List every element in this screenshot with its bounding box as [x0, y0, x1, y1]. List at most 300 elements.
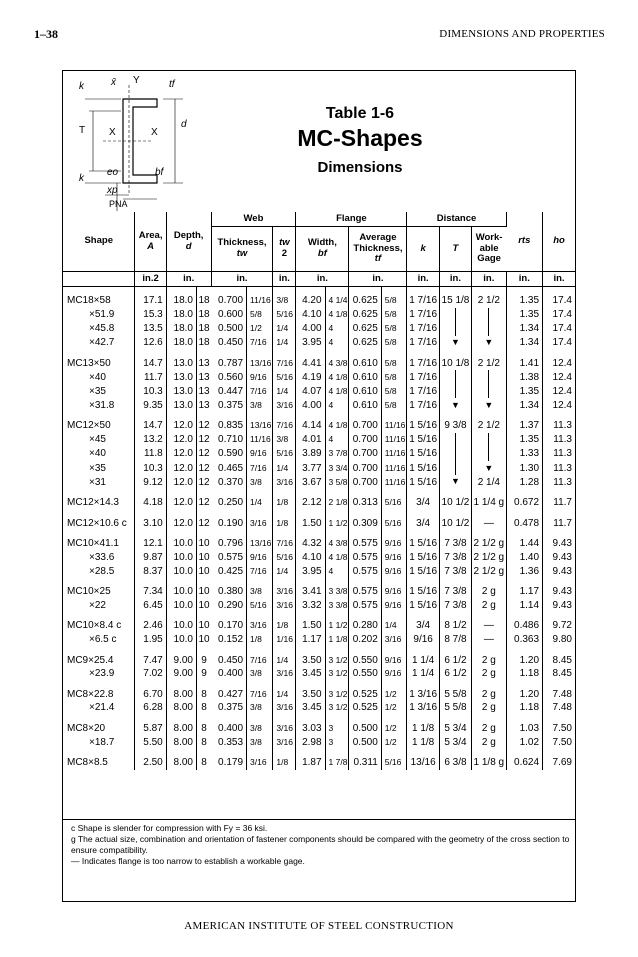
cell-tw: 0.190 — [211, 510, 246, 531]
cell-shape: MC12×10.6 c — [63, 510, 135, 531]
cell-shape: ×33.6 — [63, 551, 135, 565]
cell-g: 2 1/2 g — [472, 530, 506, 551]
cell-tf: 0.610 — [349, 399, 381, 413]
cell-df: 13 — [198, 399, 210, 411]
cell-rts: 0.486 — [506, 612, 543, 633]
cell-bf: 2.12 — [296, 489, 325, 510]
cell-df: 10 — [198, 551, 210, 563]
cell-d: 10.0 — [166, 530, 196, 551]
cell-tf: 0.700 — [349, 461, 381, 475]
cell-df: 12 — [198, 517, 210, 529]
cell-ho: 7.50 — [552, 736, 572, 748]
cell-tw: 0.500 — [211, 322, 246, 336]
cell-bff: 4 — [325, 433, 349, 447]
cell-T: 15 1/8 — [439, 287, 471, 308]
cell-k: 3/4 — [407, 489, 439, 510]
cell-A: 8.37 — [135, 565, 166, 579]
table-frame — [62, 70, 576, 902]
col-flange-width: Width, bf — [296, 227, 349, 272]
cell-d: 8.00 — [166, 681, 196, 702]
cell-A: 14.7 — [135, 350, 166, 371]
cell-twf: 1/4 — [247, 489, 273, 510]
cell-bf: 3.45 — [296, 667, 325, 681]
cell-tw2: 1/16 — [273, 633, 296, 647]
group-flange: Flange — [296, 212, 407, 227]
cell-tff: 1/2 — [381, 715, 407, 736]
cell-twf: 3/16 — [247, 510, 273, 531]
cell-shape: MC18×58 — [63, 287, 135, 308]
cell-k: 1 5/16 — [407, 461, 439, 475]
cell-tf: 0.625 — [349, 322, 381, 336]
cell-tw: 0.400 — [211, 715, 246, 736]
continuation-arrow — [472, 370, 506, 384]
cell-shape: MC10×25 — [63, 578, 135, 599]
label-eo: eo — [107, 167, 119, 178]
cell-tw: 0.450 — [211, 647, 246, 668]
cell-df: 12 — [198, 420, 210, 432]
cell-bf: 3.67 — [296, 476, 325, 490]
cell-d: 8.00 — [166, 736, 196, 750]
continuation-arrow: ▼ — [439, 476, 471, 490]
cell-k: 1 7/16 — [407, 287, 439, 308]
group-web: Web — [211, 212, 296, 227]
cell-twf: 13/16 — [247, 412, 273, 433]
cell-tf: 0.700 — [349, 433, 381, 447]
cell-tff: 1/4 — [381, 612, 407, 633]
cell-A: 12.6 — [135, 336, 166, 350]
cell-shape: ×23.9 — [63, 667, 135, 681]
cell-k: 1 7/16 — [407, 308, 439, 322]
cell-bf: 3.45 — [296, 701, 325, 715]
cell-shape: ×40 — [63, 447, 135, 461]
cell-tw2: 1/4 — [273, 647, 296, 668]
cell-twf: 1/2 — [247, 322, 273, 336]
cell-tf: 0.500 — [349, 715, 381, 736]
cell-bf: 4.20 — [296, 287, 325, 308]
col-shape: Shape — [63, 212, 135, 272]
table-number: Table 1-6 — [325, 105, 395, 122]
cell-tw2: 3/16 — [273, 578, 296, 599]
cell-rts: 1.34 — [506, 399, 543, 413]
cell-df: 8 — [201, 736, 207, 748]
cell-k: 1 7/16 — [407, 399, 439, 413]
cell-bf: 4.00 — [296, 322, 325, 336]
table-row — [63, 633, 575, 647]
cell-tf: 0.525 — [349, 681, 381, 702]
cell-bff: 3 7/8 — [325, 447, 349, 461]
cell-A: 9.35 — [135, 399, 166, 413]
cell-tff: 11/16 — [381, 412, 407, 433]
cell-T: 5 3/4 — [439, 715, 471, 736]
cell-shape: MC12×14.3 — [63, 489, 135, 510]
cell-A: 10.3 — [135, 384, 166, 398]
table-row — [63, 565, 575, 579]
continuation-arrow — [472, 447, 506, 461]
cell-g: 2 g — [472, 715, 506, 736]
cell-twf: 9/16 — [247, 447, 273, 461]
cell-bff: 4 — [325, 322, 349, 336]
cell-T: 5 5/8 — [439, 681, 471, 702]
cell-df: 10 — [198, 599, 210, 611]
cell-A: 6.28 — [135, 701, 166, 715]
cell-bf: 4.19 — [296, 370, 325, 384]
cell-ho: 12.4 — [552, 385, 572, 397]
cell-rts: 1.20 — [506, 647, 543, 668]
cell-A: 6.45 — [135, 599, 166, 613]
group-distance: Distance — [407, 212, 506, 227]
cell-rts: 1.35 — [506, 433, 543, 447]
cell-g: 2 g — [472, 736, 506, 750]
continuation-arrow — [439, 384, 471, 398]
cell-tff: 1/2 — [381, 736, 407, 750]
cell-df: 18 — [198, 337, 210, 349]
unit-cell: in. — [166, 272, 211, 287]
table-row — [63, 447, 575, 461]
cell-tw2: 3/16 — [273, 736, 296, 750]
cell-tf: 0.700 — [349, 412, 381, 433]
table-row — [63, 399, 575, 413]
cell-df: 13 — [198, 357, 210, 369]
cell-tf: 0.575 — [349, 530, 381, 551]
note-dash: — Indicates flange is too narrow to establish a workable gage. — [71, 856, 305, 866]
cell-shape: MC9×25.4 — [63, 647, 135, 668]
cell-bf: 3.32 — [296, 599, 325, 613]
cell-shape: ×45.8 — [63, 322, 135, 336]
cell-k: 13/16 — [407, 749, 439, 770]
cell-twf: 5/8 — [247, 308, 273, 322]
cell-bf: 1.17 — [296, 633, 325, 647]
cell-twf: 3/8 — [247, 715, 273, 736]
cell-g: 2 g — [472, 667, 506, 681]
cell-k: 1 5/16 — [407, 565, 439, 579]
cell-A: 13.5 — [135, 322, 166, 336]
cell-tw2: 1/4 — [273, 322, 296, 336]
col-area: Area, A — [135, 212, 166, 272]
table-row — [63, 287, 575, 308]
cell-shape: ×40 — [63, 370, 135, 384]
cell-bff: 3 3/8 — [325, 578, 349, 599]
notes-divider — [63, 819, 575, 820]
cell-tf: 0.311 — [349, 749, 381, 770]
continuation-arrow — [439, 322, 471, 336]
table-row — [63, 510, 575, 531]
continuation-arrow — [472, 308, 506, 322]
continuation-arrow: ▼ — [439, 399, 471, 413]
table-row — [63, 461, 575, 475]
table-row — [63, 350, 575, 371]
cell-tf: 0.500 — [349, 736, 381, 750]
cell-shape: ×35 — [63, 384, 135, 398]
cell-d: 8.00 — [166, 715, 196, 736]
page-footer: AMERICAN INSTITUTE OF STEEL CONSTRUCTION — [184, 920, 454, 932]
cell-bf: 4.32 — [296, 530, 325, 551]
cell-g: 2 1/2 — [472, 287, 506, 308]
cell-twf: 3/8 — [247, 667, 273, 681]
cell-d: 10.0 — [166, 612, 196, 633]
table-row — [63, 681, 575, 702]
cell-bff: 1 1/8 — [325, 633, 349, 647]
table-row — [63, 647, 575, 668]
cell-d: 18.0 — [166, 336, 196, 350]
cell-T: 7 3/8 — [439, 551, 471, 565]
cell-rts: 0.478 — [506, 510, 543, 531]
cell-rts: 1.20 — [506, 681, 543, 702]
cell-tf: 0.313 — [349, 489, 381, 510]
cell-tw: 0.290 — [211, 599, 246, 613]
continuation-arrow — [439, 370, 471, 384]
cell-ho: 12.4 — [552, 357, 572, 369]
table-row — [63, 384, 575, 398]
unit-cell: in. — [439, 272, 471, 287]
cell-g: 2 g — [472, 599, 506, 613]
cell-k: 1 7/16 — [407, 322, 439, 336]
cell-tf: 0.625 — [349, 287, 381, 308]
cell-bf: 3.50 — [296, 647, 325, 668]
cell-d: 12.0 — [166, 433, 196, 447]
cell-bff: 1 1/2 — [325, 612, 349, 633]
cell-ho: 9.80 — [552, 633, 572, 645]
cell-g: — — [472, 510, 506, 531]
cell-twf: 9/16 — [247, 551, 273, 565]
cell-k: 1 1/8 — [407, 736, 439, 750]
cell-d: 8.00 — [166, 749, 196, 770]
cell-tf: 0.700 — [349, 447, 381, 461]
cell-A: 1.95 — [135, 633, 166, 647]
table-body — [63, 287, 575, 770]
cell-tw2: 3/16 — [273, 701, 296, 715]
cell-twf: 3/8 — [247, 578, 273, 599]
cell-A: 7.34 — [135, 578, 166, 599]
col-depth: Depth, d — [166, 212, 211, 272]
cell-rts: 1.34 — [506, 322, 543, 336]
cell-shape: ×28.5 — [63, 565, 135, 579]
cell-tff: 11/16 — [381, 433, 407, 447]
cell-d: 12.0 — [166, 489, 196, 510]
cell-tff: 9/16 — [381, 599, 407, 613]
cell-T: 10 1/2 — [439, 489, 471, 510]
cell-df: 8 — [201, 702, 207, 714]
unit-cell: in. — [349, 272, 407, 287]
cell-shape: MC8×22.8 — [63, 681, 135, 702]
cell-shape: MC8×20 — [63, 715, 135, 736]
cell-rts: 1.44 — [506, 530, 543, 551]
cell-bff: 3 — [325, 715, 349, 736]
cell-df: 12 — [198, 462, 210, 474]
cell-tff: 1/2 — [381, 681, 407, 702]
cell-tw2: 3/16 — [273, 667, 296, 681]
cell-tf: 0.575 — [349, 599, 381, 613]
cell-bff: 1 7/8 — [325, 749, 349, 770]
cell-tw: 0.427 — [211, 681, 246, 702]
cell-k: 1 3/16 — [407, 701, 439, 715]
cell-k: 1 5/16 — [407, 433, 439, 447]
cell-T: 7 3/8 — [439, 565, 471, 579]
cell-tw2: 1/4 — [273, 681, 296, 702]
cell-bff: 4 3/8 — [325, 530, 349, 551]
cell-twf: 5/16 — [247, 599, 273, 613]
cell-twf: 3/16 — [247, 749, 273, 770]
cell-ho: 12.4 — [552, 399, 572, 411]
cell-tf: 0.525 — [349, 701, 381, 715]
cell-A: 12.1 — [135, 530, 166, 551]
label-pna: PNA — [109, 199, 128, 209]
cell-twf: 7/16 — [247, 384, 273, 398]
cell-tw: 0.380 — [211, 578, 246, 599]
cell-d: 10.0 — [166, 633, 196, 647]
continuation-arrow — [439, 447, 471, 461]
cell-shape: ×51.9 — [63, 308, 135, 322]
cell-bff: 4 1/8 — [325, 412, 349, 433]
cell-T: 10 1/2 — [439, 510, 471, 531]
cell-ho: 7.50 — [552, 722, 572, 734]
cell-bff: 3 1/2 — [325, 681, 349, 702]
cell-tw2: 5/16 — [273, 308, 296, 322]
cell-rts: 1.35 — [506, 308, 543, 322]
cell-twf: 9/16 — [247, 370, 273, 384]
cell-tw: 0.170 — [211, 612, 246, 633]
cell-ho: 17.4 — [552, 337, 572, 349]
unit-cell: in. — [273, 272, 296, 287]
cell-A: 2.46 — [135, 612, 166, 633]
cell-tw: 0.700 — [211, 287, 246, 308]
table-row — [63, 736, 575, 750]
cell-bff: 3 5/8 — [325, 476, 349, 490]
cell-tf: 0.610 — [349, 384, 381, 398]
cell-rts: 1.38 — [506, 370, 543, 384]
cell-A: 2.50 — [135, 749, 166, 770]
cell-tw2: 5/16 — [273, 370, 296, 384]
cell-k: 3/4 — [407, 510, 439, 531]
cell-A: 6.70 — [135, 681, 166, 702]
cell-tw2: 1/4 — [273, 384, 296, 398]
cell-twf: 3/8 — [247, 736, 273, 750]
continuation-arrow — [439, 308, 471, 322]
cell-tf: 0.575 — [349, 551, 381, 565]
table-row — [63, 551, 575, 565]
cell-tff: 9/16 — [381, 667, 407, 681]
cell-rts: 1.33 — [506, 447, 543, 461]
cell-bff: 4 1/8 — [325, 551, 349, 565]
cell-shape: MC10×8.4 c — [63, 612, 135, 633]
cell-bff: 3 1/2 — [325, 647, 349, 668]
cell-T: 6 1/2 — [439, 667, 471, 681]
cell-d: 12.0 — [166, 447, 196, 461]
note-slender: c Shape is slender for compression with Fy = 36 ksi. — [71, 823, 268, 833]
unit-cell: in. — [407, 272, 439, 287]
cell-tf: 0.550 — [349, 667, 381, 681]
cell-T: 5 3/4 — [439, 736, 471, 750]
cell-twf: 7/16 — [247, 336, 273, 350]
cell-df: 12 — [198, 476, 210, 488]
table-row — [63, 476, 575, 490]
cell-twf: 3/8 — [247, 399, 273, 413]
cell-d: 12.0 — [166, 476, 196, 490]
cell-twf: 3/8 — [247, 476, 273, 490]
cell-tff: 5/8 — [381, 308, 407, 322]
label-xbar: x̄ — [111, 77, 116, 88]
cell-T: 7 3/8 — [439, 599, 471, 613]
cell-tw: 0.375 — [211, 399, 246, 413]
cell-tff: 5/16 — [381, 489, 407, 510]
cell-df: 13 — [198, 385, 210, 397]
cell-bff: 4 — [325, 336, 349, 350]
cell-bff: 3 3/4 — [325, 461, 349, 475]
cell-tf: 0.610 — [349, 370, 381, 384]
cell-tw: 0.375 — [211, 701, 246, 715]
cell-df: 9 — [201, 654, 207, 666]
cell-bf: 3.89 — [296, 447, 325, 461]
cell-tw2: 5/16 — [273, 447, 296, 461]
cell-ho: 17.4 — [552, 323, 572, 335]
cell-bff: 4 — [325, 399, 349, 413]
cell-k: 3/4 — [407, 612, 439, 633]
table-row — [63, 667, 575, 681]
cell-ho: 8.45 — [552, 668, 572, 680]
table-row — [63, 489, 575, 510]
label-tf: tf — [169, 79, 175, 90]
cell-d: 13.0 — [166, 350, 196, 371]
cell-tff: 9/16 — [381, 578, 407, 599]
cell-A: 17.1 — [135, 287, 166, 308]
cell-df: 18 — [198, 308, 210, 320]
cell-df: 13 — [198, 371, 210, 383]
cell-tff: 1/2 — [381, 701, 407, 715]
continuation-arrow — [439, 433, 471, 447]
col-ho: ho — [543, 212, 575, 272]
cell-tw2: 1/4 — [273, 565, 296, 579]
cell-df: 18 — [198, 295, 210, 306]
cell-A: 5.50 — [135, 736, 166, 750]
table-row — [63, 578, 575, 599]
cell-k: 1 7/16 — [407, 384, 439, 398]
cell-bff: 2 1/8 — [325, 489, 349, 510]
cell-ho: 7.69 — [552, 757, 572, 769]
cell-rts: 0.363 — [506, 633, 543, 647]
cell-bff: 4 1/8 — [325, 308, 349, 322]
table-row — [63, 612, 575, 633]
cell-twf: 7/16 — [247, 647, 273, 668]
cell-bf: 1.87 — [296, 749, 325, 770]
cell-df: 8 — [201, 757, 207, 769]
cell-g: 2 g — [472, 578, 506, 599]
note-gage: g The actual size, combination and orientation of fastener components should be compared with the geometry of the cross section to ensure compatibility. — [71, 834, 570, 855]
cell-k: 1 7/16 — [407, 336, 439, 350]
cell-tw: 0.400 — [211, 667, 246, 681]
continuation-arrow: ▼ — [439, 336, 471, 350]
table-row — [63, 530, 575, 551]
cell-bf: 1.50 — [296, 510, 325, 531]
cell-d: 13.0 — [166, 384, 196, 398]
cell-tf: 0.575 — [349, 578, 381, 599]
table-row — [63, 599, 575, 613]
cell-tw: 0.152 — [211, 633, 246, 647]
cell-df: 10 — [198, 565, 210, 577]
cell-T: 8 7/8 — [439, 633, 471, 647]
cell-bf: 3.95 — [296, 565, 325, 579]
cell-shape: MC10×41.1 — [63, 530, 135, 551]
units-row — [63, 272, 575, 287]
cell-ho: 11.3 — [553, 462, 572, 474]
cell-A: 10.3 — [135, 461, 166, 475]
cell-g: 2 1/2 g — [473, 565, 505, 577]
cell-A: 11.7 — [135, 370, 166, 384]
col-gage: Work- able Gage — [472, 227, 506, 272]
cell-bff: 3 3/8 — [325, 599, 349, 613]
cell-shape: ×18.7 — [63, 736, 135, 750]
cell-shape: ×42.7 — [63, 336, 135, 350]
cell-k: 1 5/16 — [407, 551, 439, 565]
cell-tw2: 3/8 — [273, 433, 296, 447]
